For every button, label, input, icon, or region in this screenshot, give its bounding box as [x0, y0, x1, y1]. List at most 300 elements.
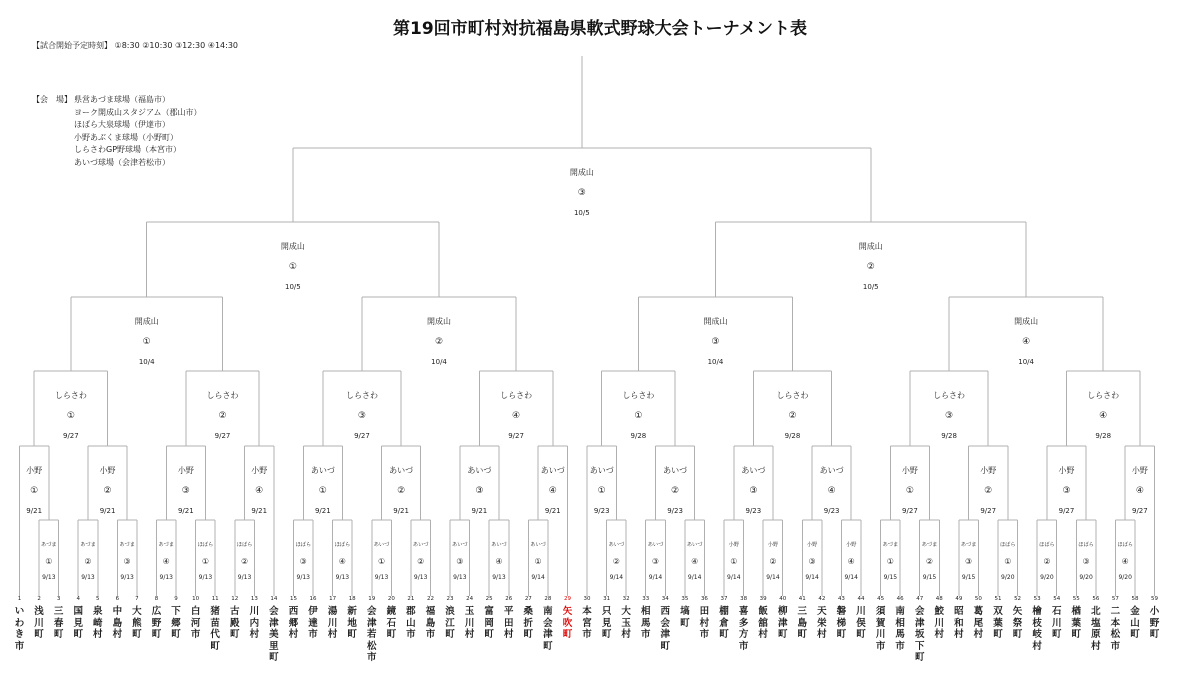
match-num: ④ — [827, 486, 836, 496]
match-venue: あいづ — [491, 542, 507, 548]
match-r32 — [229, 466, 289, 516]
match-num: ③ — [123, 557, 131, 566]
team-number: 58 — [1131, 596, 1139, 602]
match-date: 9/27 — [214, 432, 231, 440]
venue-item: ほばら大泉球場（伊達市） — [74, 120, 170, 130]
team-number: 29 — [563, 596, 571, 602]
match-r32 — [1110, 466, 1170, 516]
match-date: 10/5 — [284, 283, 301, 291]
match-num: ④ — [255, 486, 264, 496]
team-name: 川内村 — [249, 606, 260, 641]
match-r1 — [604, 542, 628, 581]
match-r32 — [723, 466, 783, 516]
match-num: ② — [769, 557, 777, 566]
match-r1 — [957, 542, 981, 581]
team-name: 新地町 — [347, 606, 357, 641]
schedule-times: ①8:30 ②10:30 ③12:30 ④14:30 — [114, 41, 238, 50]
team-number: 20 — [387, 596, 395, 602]
match-num: ③ — [181, 486, 190, 496]
team-number: 21 — [407, 596, 415, 602]
match-num: ③ — [965, 557, 973, 566]
match-num: ① — [1004, 557, 1012, 566]
team-number: 28 — [544, 596, 552, 602]
match-venue: あいづ — [389, 466, 414, 475]
match-num: ① — [45, 557, 53, 566]
match-num: ① — [534, 557, 542, 566]
team-name: 浅川町 — [34, 606, 44, 641]
team-number: 33 — [642, 596, 650, 602]
team-number: 43 — [837, 596, 845, 602]
match-r1 — [878, 542, 902, 581]
match-quarter — [996, 317, 1056, 367]
team-name: 会津美里町 — [269, 606, 279, 664]
match-date: 9/21 — [471, 507, 488, 515]
venue-item: ヨーク開成山スタジアム（郡山市） — [74, 107, 202, 117]
match-date: 9/13 — [81, 574, 95, 581]
match-venue: あいづ — [663, 466, 688, 475]
match-venue: しらさわ — [54, 391, 87, 400]
team-number: 49 — [955, 596, 963, 602]
match-num: ④ — [1099, 411, 1108, 421]
match-num: ③ — [808, 557, 816, 566]
team-name: 塙町 — [680, 606, 690, 629]
match-venue: しらさわ — [622, 391, 655, 400]
match-date: 9/27 — [62, 432, 79, 440]
match-num: ③ — [577, 188, 586, 198]
match-venue: あづま — [158, 542, 175, 548]
match-venue: あづま — [41, 542, 57, 548]
team-number: 55 — [1072, 596, 1080, 602]
match-venue: あづま — [882, 542, 899, 548]
match-venue: あづま — [119, 542, 135, 548]
team-name: 二本松市 — [1110, 606, 1121, 652]
match-r1 — [1035, 542, 1059, 581]
match-date: 10/4 — [431, 358, 447, 366]
match-num: ③ — [945, 411, 954, 421]
match-date: 9/14 — [687, 574, 702, 581]
team-number: 45 — [877, 596, 885, 602]
match-date: 9/14 — [531, 574, 545, 581]
match-num: ① — [377, 557, 386, 566]
match-r1 — [839, 542, 863, 581]
team-name: 浪江町 — [445, 606, 455, 641]
team-number: 57 — [1111, 596, 1119, 602]
match-date: 9/15 — [922, 574, 937, 581]
match-venue: あいづ — [530, 542, 546, 548]
match-r1 — [644, 542, 668, 581]
match-num: ④ — [512, 411, 521, 421]
match-venue: しらさわ — [776, 391, 809, 400]
match-num: ④ — [691, 557, 699, 566]
match-num: ② — [984, 486, 993, 496]
match-date: 9/23 — [745, 507, 762, 515]
team-number: 14 — [270, 596, 278, 602]
match-r1 — [37, 542, 61, 581]
team-number: 2 — [37, 596, 41, 602]
team-name: 国見町 — [73, 606, 83, 641]
team-number: 38 — [740, 596, 748, 602]
match-date: 9/13 — [159, 574, 173, 581]
team-number: 54 — [1053, 596, 1061, 602]
match-num: ① — [288, 262, 297, 272]
team-name: 川俣町 — [856, 606, 866, 641]
match-venue: あいづ — [686, 542, 703, 548]
team-number: 40 — [779, 596, 787, 602]
team-name: 天栄村 — [817, 606, 827, 641]
team-number: 5 — [96, 596, 100, 602]
match-date: 9/27 — [902, 507, 918, 515]
team-name: 相馬市 — [640, 606, 651, 641]
team-name: 南会津町 — [543, 606, 553, 652]
team-number: 51 — [994, 596, 1002, 602]
team-number: 39 — [759, 596, 767, 602]
match-r32 — [645, 466, 705, 516]
match-num: ② — [1043, 557, 1051, 566]
match-num: ② — [417, 557, 425, 566]
match-num: ② — [218, 411, 227, 421]
match-num: ① — [142, 337, 151, 347]
match-r1 — [1113, 542, 1137, 581]
match-num: ② — [397, 486, 406, 496]
match-venue: ほばら — [334, 542, 351, 548]
venue-label: 【会 場】 — [32, 95, 72, 104]
match-r32 — [1036, 466, 1096, 516]
team-number: 31 — [603, 596, 611, 602]
match-venue: ほばら — [1078, 542, 1094, 548]
match-venue: ほばら — [1039, 542, 1055, 548]
match-date: 10/4 — [1018, 358, 1034, 366]
match-venue: 小野 — [177, 466, 194, 475]
match-final — [552, 168, 612, 218]
match-date: 10/5 — [573, 209, 590, 217]
match-venue: あづま — [960, 542, 977, 548]
team-name: 喜多方市 — [738, 606, 749, 652]
team-number: 18 — [348, 596, 356, 602]
match-r32 — [156, 466, 216, 516]
team-name: 磐梯町 — [836, 606, 847, 641]
match-r32 — [371, 466, 431, 516]
team-name: 鏡石町 — [386, 606, 397, 641]
match-date: 9/15 — [883, 574, 898, 581]
team-name: 須賀川市 — [875, 606, 886, 652]
match-r32 — [572, 466, 632, 516]
team-number: 47 — [916, 596, 924, 602]
match-date: 9/21 — [314, 507, 331, 515]
match-venue: あいづ — [647, 542, 664, 548]
match-num: ④ — [162, 557, 170, 566]
team-name: 会津若松市 — [366, 606, 377, 664]
match-venue: 開成山 — [427, 317, 452, 326]
match-venue: しらさわ — [500, 391, 533, 400]
match-num: ② — [612, 557, 620, 566]
match-venue: しらさわ — [933, 391, 966, 400]
match-date: 9/27 — [1132, 507, 1148, 515]
team-number: 41 — [798, 596, 806, 602]
match-date: 9/13 — [296, 574, 310, 581]
match-venue: 小野 — [806, 542, 818, 548]
team-name: 下郷町 — [171, 606, 181, 641]
team-number: 52 — [1014, 596, 1022, 602]
team-name: 白河市 — [190, 606, 201, 641]
match-date: 9/20 — [1040, 574, 1054, 581]
match-date: 9/28 — [941, 432, 957, 440]
team-number: 24 — [466, 596, 474, 602]
match-r16 — [608, 391, 668, 441]
team-name: 北塩原村 — [1091, 606, 1101, 652]
match-num: ② — [788, 411, 797, 421]
team-number: 13 — [250, 596, 258, 602]
match-venue: 小野 — [26, 466, 43, 475]
match-r1 — [683, 542, 707, 581]
team-number: 53 — [1033, 596, 1041, 602]
match-r1 — [154, 542, 178, 581]
match-r1 — [370, 542, 394, 581]
match-venue: あづま — [921, 542, 938, 548]
match-venue: しらさわ — [1087, 391, 1120, 400]
match-quarter — [117, 317, 177, 367]
team-name: 富岡町 — [484, 606, 494, 641]
match-date: 10/4 — [707, 358, 724, 366]
team-number: 16 — [309, 596, 317, 602]
match-num: ③ — [1062, 486, 1071, 496]
match-r1 — [115, 542, 139, 581]
match-venue: 小野 — [1131, 466, 1148, 475]
match-num: ④ — [338, 557, 346, 566]
team-number: 42 — [818, 596, 826, 602]
venue-item: しらさわGP野球場（本宮市） — [74, 145, 182, 155]
match-r1 — [448, 542, 472, 581]
match-venue: あいづ — [452, 542, 468, 548]
team-number: 37 — [720, 596, 728, 602]
match-venue: 小野 — [99, 466, 116, 475]
team-name: 昭和村 — [954, 606, 964, 641]
match-r16 — [919, 391, 979, 441]
match-r1 — [1074, 542, 1098, 581]
match-num: ① — [886, 557, 894, 566]
team-number: 22 — [426, 596, 434, 602]
match-r1 — [918, 542, 942, 581]
team-name: 泉崎村 — [93, 606, 103, 641]
match-r1 — [800, 542, 824, 581]
match-date: 9/13 — [42, 574, 56, 581]
match-r32 — [958, 466, 1018, 516]
team-name: 伊達市 — [308, 606, 318, 641]
match-venue: 開成山 — [1014, 317, 1039, 326]
match-date: 10/4 — [138, 358, 155, 366]
schedule-label: 【試合開始予定時刻】 — [32, 41, 112, 50]
team-name: 古殿町 — [230, 606, 240, 641]
match-num: ① — [905, 486, 914, 496]
team-number: 9 — [174, 596, 178, 602]
match-date: 9/21 — [393, 507, 409, 515]
match-venue: 小野 — [846, 542, 857, 548]
match-date: 9/13 — [374, 574, 389, 581]
match-r32 — [880, 466, 940, 516]
team-number: 1 — [17, 596, 22, 602]
team-name: 福島市 — [425, 606, 436, 641]
team-number: 34 — [661, 596, 669, 602]
match-r1 — [996, 542, 1020, 581]
match-venue: 開成山 — [134, 317, 159, 326]
match-date: 9/27 — [354, 432, 370, 440]
match-date: 9/23 — [823, 507, 840, 515]
team-name: 本宮市 — [582, 606, 592, 641]
match-date: 9/13 — [453, 574, 467, 581]
match-num: ① — [201, 557, 209, 566]
match-venue: ほばら — [236, 542, 253, 548]
match-venue: あいづ — [412, 542, 429, 548]
team-number: 35 — [681, 596, 689, 602]
match-r1 — [409, 542, 433, 581]
team-number: 11 — [211, 596, 219, 602]
match-date: 9/13 — [413, 574, 428, 581]
team-name: 猪苗代町 — [210, 606, 220, 652]
match-r16 — [1073, 391, 1133, 441]
match-date: 9/13 — [335, 574, 350, 581]
match-date: 9/14 — [727, 574, 741, 581]
match-r32 — [802, 466, 862, 516]
team-name: 葛尾村 — [973, 606, 984, 641]
team-number: 7 — [135, 596, 139, 602]
team-number: 12 — [231, 596, 239, 602]
match-num: ① — [730, 557, 738, 566]
match-num: ④ — [847, 557, 855, 566]
team-number: 6 — [115, 596, 120, 602]
match-date: 9/28 — [630, 432, 647, 440]
match-num: ② — [84, 557, 92, 566]
team-name: 石川町 — [1051, 606, 1062, 641]
venue-item: 小野あぶくま球場（小野町） — [74, 132, 178, 142]
match-r32 — [293, 466, 353, 516]
match-venue: ほばら — [1117, 542, 1133, 548]
match-r1 — [76, 542, 100, 581]
match-num: ② — [866, 262, 875, 272]
match-num: ② — [925, 557, 934, 566]
match-venue: 小野 — [251, 466, 268, 475]
match-num: ④ — [1121, 557, 1129, 566]
match-venue: あいづ — [608, 542, 625, 548]
team-number: 44 — [857, 596, 865, 602]
match-date: 9/21 — [251, 507, 268, 515]
team-name: 平田村 — [503, 606, 514, 641]
match-date: 9/13 — [237, 574, 252, 581]
team-number: 46 — [896, 596, 904, 602]
match-date: 9/13 — [492, 574, 506, 581]
match-date: 9/14 — [844, 574, 858, 581]
match-date: 9/14 — [648, 574, 663, 581]
team-number: 30 — [583, 596, 591, 602]
team-name: 矢吹町 — [562, 606, 573, 641]
match-r1 — [761, 542, 785, 581]
match-num: ④ — [1135, 486, 1144, 496]
match-r16 — [486, 391, 546, 441]
match-venue: あいづ — [741, 466, 766, 475]
team-number: 36 — [700, 596, 708, 602]
team-name: 檜枝岐村 — [1032, 606, 1042, 652]
match-num: ② — [434, 337, 444, 347]
match-date: 9/23 — [667, 507, 683, 515]
match-date: 9/14 — [766, 574, 780, 581]
match-venue: あいづ — [373, 542, 390, 548]
match-semi — [841, 242, 901, 292]
team-number: 56 — [1092, 596, 1100, 602]
match-date: 9/28 — [784, 432, 801, 440]
match-num: ④ — [548, 486, 557, 496]
match-date: 9/27 — [980, 507, 997, 515]
team-name: 三春町 — [53, 606, 64, 641]
match-venue: しらさわ — [345, 391, 378, 400]
match-num: ③ — [711, 337, 720, 347]
team-name: 南相馬市 — [895, 606, 905, 652]
match-num: ① — [318, 486, 327, 496]
match-date: 10/5 — [862, 283, 879, 291]
match-num: ③ — [357, 411, 366, 421]
team-name: 大熊町 — [132, 606, 142, 641]
team-number: 27 — [524, 596, 532, 602]
match-date: 9/27 — [1058, 507, 1075, 515]
match-date: 9/21 — [26, 507, 43, 515]
match-venue: ほばら — [295, 542, 312, 548]
team-name: 桑折町 — [523, 606, 534, 641]
match-semi — [263, 242, 323, 292]
match-r1 — [193, 542, 217, 581]
team-number: 17 — [329, 596, 337, 602]
team-number: 59 — [1151, 596, 1159, 602]
match-venue: 小野 — [980, 466, 997, 475]
team-name: 小野町 — [1149, 606, 1160, 641]
match-venue: ほばら — [197, 542, 214, 548]
match-date: 9/27 — [508, 432, 524, 440]
team-name: 郡山市 — [406, 606, 416, 641]
match-r16 — [41, 391, 101, 441]
match-quarter — [685, 317, 745, 367]
team-name: 玉川村 — [464, 606, 475, 641]
team-number: 26 — [505, 596, 513, 602]
match-num: ③ — [651, 557, 660, 566]
match-date: 9/20 — [1001, 574, 1015, 581]
team-name: 楢葉町 — [1071, 606, 1082, 641]
team-name: 会津坂下町 — [914, 606, 925, 664]
team-name: 中島村 — [112, 606, 123, 641]
team-name: 西郷村 — [288, 606, 299, 641]
match-venue: あいづ — [819, 466, 844, 475]
match-r16 — [332, 391, 392, 441]
match-venue: あづま — [80, 542, 96, 548]
match-quarter — [409, 317, 469, 367]
match-date: 9/21 — [177, 507, 194, 515]
match-date: 9/14 — [609, 574, 624, 581]
match-date: 9/23 — [593, 507, 610, 515]
team-name: 矢祭町 — [1012, 606, 1023, 641]
team-name: 鮫川村 — [934, 606, 945, 641]
match-num: ③ — [749, 486, 758, 496]
team-name: いわき市 — [14, 606, 25, 652]
match-r1 — [722, 542, 746, 581]
team-name: 棚倉町 — [719, 606, 729, 641]
match-num: ① — [66, 411, 75, 421]
match-num: ③ — [299, 557, 307, 566]
match-date: 9/14 — [805, 574, 819, 581]
match-num: ① — [30, 486, 39, 496]
match-venue: 小野 — [767, 542, 779, 548]
match-venue: 開成山 — [280, 242, 305, 251]
match-r32 — [449, 466, 509, 516]
match-num: ② — [103, 486, 112, 496]
match-date: 9/28 — [1095, 432, 1112, 440]
team-number: 50 — [974, 596, 982, 602]
match-num: ④ — [1022, 337, 1031, 347]
match-num: ③ — [475, 486, 484, 496]
